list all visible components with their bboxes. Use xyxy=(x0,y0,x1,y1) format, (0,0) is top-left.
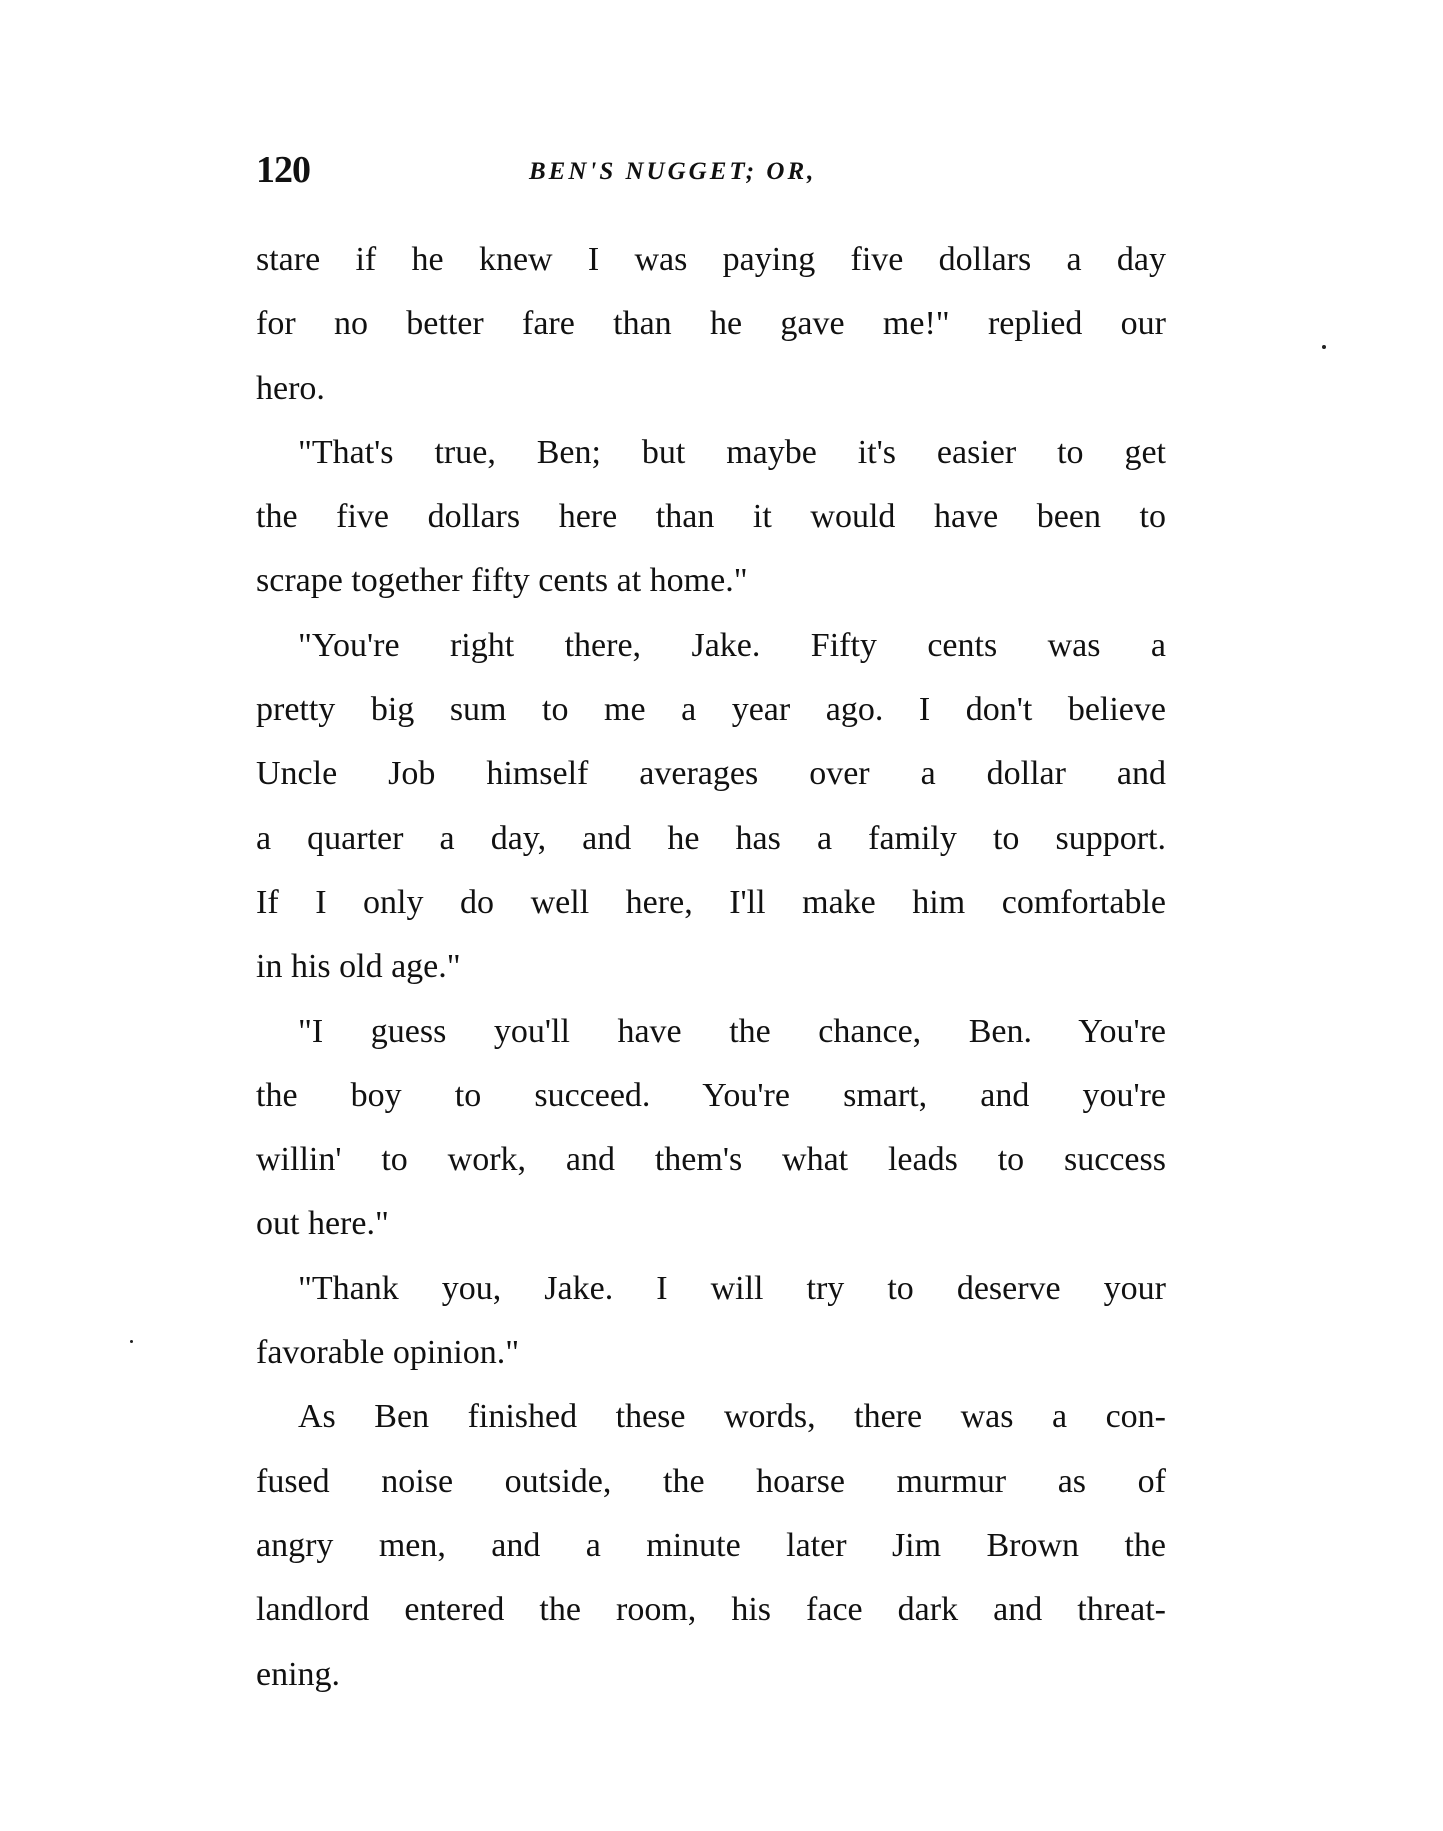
text-line: fused noise outside, the hoarse murmur as of xyxy=(256,1462,1166,1500)
text-line: a quarter a day, and he has a family to support. xyxy=(256,819,1166,857)
page-number: 120 xyxy=(256,149,310,191)
text-line: scrape together fifty cents at home." xyxy=(256,562,748,600)
text-line: "That's true, Ben; but maybe it's easier to get xyxy=(298,433,1166,471)
text-line: favorable opinion." xyxy=(256,1334,520,1372)
text-line: out here." xyxy=(256,1205,389,1243)
text-line: "I guess you'll have the chance, Ben. You're xyxy=(298,1012,1166,1050)
text-line: the boy to succeed. You're smart, and you're xyxy=(256,1076,1166,1114)
text-line: the five dollars here than it would have been to xyxy=(256,498,1166,536)
page-header xyxy=(256,148,1166,198)
text-line: landlord entered the room, his face dark and threat- xyxy=(256,1591,1166,1629)
text-line: for no better fare than he gave me!" replied our xyxy=(256,305,1166,343)
text-line: Uncle Job himself averages over a dollar and xyxy=(256,755,1166,793)
text-line: ening. xyxy=(256,1655,341,1693)
text-line: If I only do well here, I'll make him comfortable xyxy=(256,883,1166,921)
text-line: willin' to work, and them's what leads to success xyxy=(256,1141,1166,1179)
text-line: "You're right there, Jake. Fifty cents was a xyxy=(298,626,1166,664)
body-text xyxy=(256,228,1166,1707)
text-line: hero. xyxy=(256,369,325,407)
print-speck xyxy=(130,1340,133,1343)
text-line: "Thank you, Jake. I will try to deserve your xyxy=(298,1269,1166,1307)
text-line: stare if he knew I was paying five dollars a day xyxy=(256,241,1166,278)
text-line: pretty big sum to me a year ago. I don't believe xyxy=(256,691,1166,729)
text-line: As Ben finished these words, there was a con- xyxy=(298,1398,1166,1436)
print-speck xyxy=(1322,345,1326,349)
text-line: angry men, and a minute later Jim Brown the xyxy=(256,1526,1166,1564)
text-line: in his old age." xyxy=(256,948,461,986)
running-head: BEN'S NUGGET; OR, xyxy=(529,158,817,185)
